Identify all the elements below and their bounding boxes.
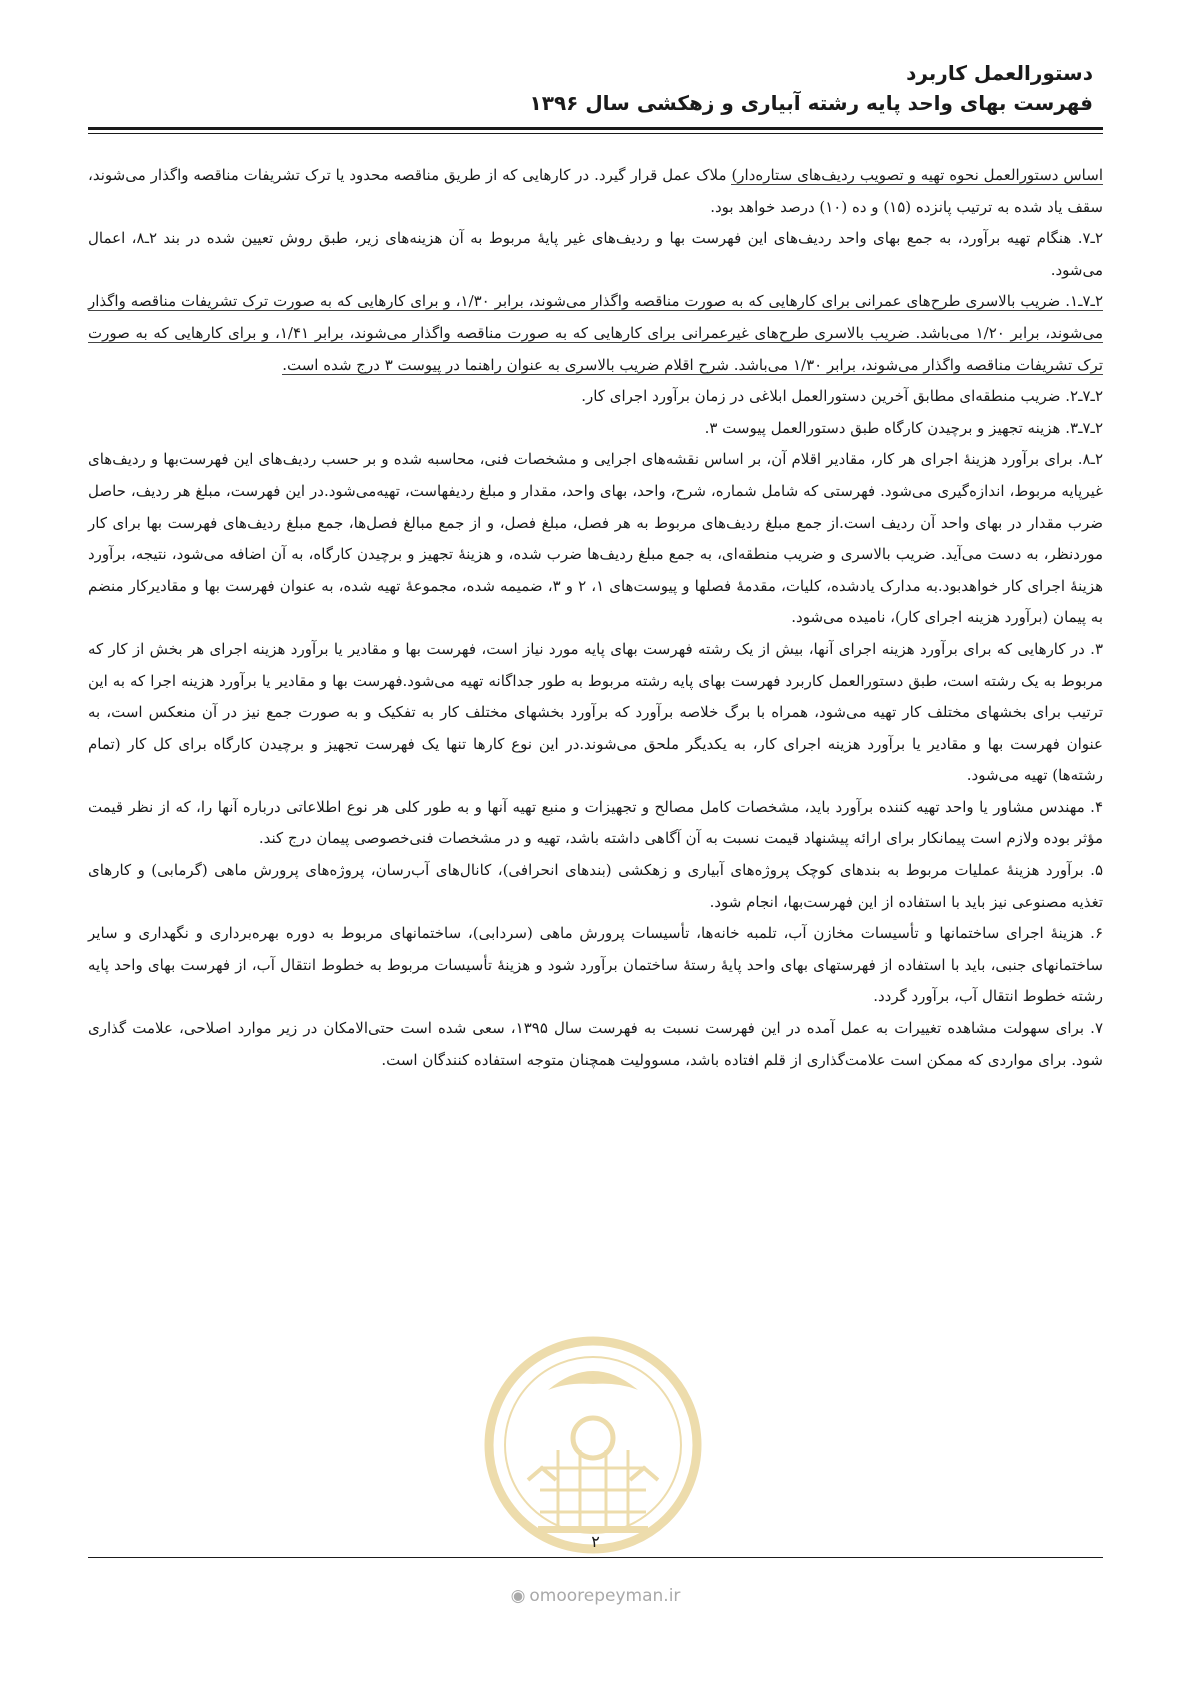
at-sign-icon: ◉	[510, 1586, 526, 1606]
paragraph: ۲ـ۷ـ۳. هزینه تجهیز و برچیدن کارگاه طبق دستورالعمل پیوست ۳.	[704, 418, 1103, 437]
header-title: دستورالعمل کاربرد	[906, 61, 1093, 85]
seal-stamp-image	[478, 1330, 708, 1560]
paragraph: ۶. هزینهٔ اجرای ساختمانها و تأسیسات مخازن آب، تلمبه خانه‌ها، تأسیسات پرورش ماهی (سردابی)، ساختمانهای مربوط به دوره بهره‌برداری و نگهداری و سایر ساختمانهای جنبی، باید با استفاده از فهرستهای بهای واحد پایهٔ رستهٔ ساختمان برآورد شود و هزینهٔ تأسیسات مربوط به خطوط انتقال آب، از فهرست بهای واحد پایه رشته خطوط انتقال آب، برآورد گردد.	[88, 924, 1103, 1006]
revised-text: اساس دستورالعمل نحوه تهیه و تصویب ردیف‌های ستاره‌دار)	[731, 166, 1103, 184]
paragraph: ۲ـ۷. هنگام تهیه برآورد، به جمع بهای واحد ردیف‌های این فهرست بها و ردیف‌های غیر پایهٔ مربوط به آن هزینه‌های زیر، طبق روش تعیین شده در بند ۲ـ۸، اعمال می‌شود.	[88, 229, 1103, 279]
header-rule-thick	[88, 127, 1103, 130]
header-subtitle: فهرست بهای واحد پایه رشته آبیاری و زهکشی سال ۱۳۹۶	[529, 91, 1093, 115]
paragraph: ۷. برای سهولت مشاهده تغییرات به عمل آمده در این فهرست نسبت به فهرست سال ۱۳۹۵، سعی شده است حتی‌الامکان در زیر موارد اصلاحی، علامت گذاری شود. برای مواردی که ممکن است علامت‌گذاری از قلم افتاده باشد، مسوولیت همچنان متوجه استفاده کنندگان است.	[88, 1019, 1103, 1069]
header-rule-thin	[88, 133, 1103, 134]
paragraph: ۲ـ۸. برای برآورد هزینهٔ اجرای هر کار، مقادیر اقلام آن، بر اساس نقشه‌های اجرایی و مشخصات فنی، محاسبه شده و بر حسب ردیف‌های این فهرست‌بها و ردیف‌های غیرپایه مربوط، اندازه‌گیری می‌شود. فهرستی که شامل شماره، شرح، واحد، بهای واحد، مقدار و مبلغ ردیفهاست، تهیه‌می‌شود.در این فهرست، مبلغ هر ردیف، حاصل ضرب مقدار در بهای واحد آن ردیف است.از جمع مبلغ ردیف‌های مربوط به هر فصل، مبلغ فصل، و از جمع مبالغ فصل‌ها، جمع مبلغ ردیف‌های فهرست بها برای کار موردنظر، به دست می‌آید. ضریب بالاسری و ضریب منطقه‌ای، به جمع مبلغ ردیف‌ها ضرب شده، و هزینهٔ تجهیز و برچیدن کارگاه، به آن اضافه می‌شود، نتیجه، برآورد هزینهٔ اجرای کار خواهدبود.به مدارک یادشده، کلیات، مقدمهٔ فصلها و پیوست‌های ۱، ۲ و ۳، ضمیمه شده، مجموعهٔ تهیه شده، به عنوان فهرست بها و مقادیرکار منضم به پیمان (برآورد هزینه اجرای کار)، نامیده می‌شود.	[88, 450, 1104, 627]
revised-text: ۲ـ۷ـ۱. ضریب بالاسری طرح‌های عمرانی برای کارهایی که به صورت مناقصه واگذار می‌شوند، برابر ۱/۳۰، و برای کارهایی که به صورت ترک تشریفات مناقصه واگذار می‌شوند، برابر ۱/۲۰ می‌باشد. ضریب بالاسری طرح‌های غیرعمرانی برای کارهایی که به صورت مناقصه واگذار می‌شوند، برابر ۱/۴۱، و برای کارهایی که به صورت ترک تشریفات مناقصه واگذار می‌شوند، برابر ۱/۳۰ می‌باشد. شرح اقلام ضریب بالاسری به عنوان راهنما در پیوست ۳ درج شده است.	[88, 292, 1103, 374]
paragraph: ۳. در کارهایی که برای برآورد هزینه اجرای آنها، بیش از یک رشته فهرست بهای پایه مورد نیاز است، فهرست بها و مقادیر یا برآورد هزینه اجرای هر بخش از کار که مربوط به یک رشته است، طبق دستورالعمل کاربرد فهرست بهای پایه رشته مربوط به طور جداگانه تهیه می‌شود.فهرست بها و مقادیر یا برآورد هزینه اجرا که به این ترتیب برای بخشهای مختلف کار تهیه می‌شود، همراه با برگ خلاصه برآورد که برآورد بخشهای مختلف کار به تفکیک و به صورت جمع نیز در آن منعکس است، به عنوان فهرست بها و مقادیر یا برآورد هزینه اجرای کار، به یکدیگر ملحق می‌شوند.در این نوع کارها تنها یک فهرست تجهیز و برچیدن کارگاه برای کل کار (تمام رشته‌ها) تهیه می‌شود.	[88, 639, 1103, 785]
footer-rule	[88, 1557, 1103, 1558]
paragraph: اساس دستورالعمل نحوه تهیه و تصویب ردیف‌های ستاره‌دار) ملاک عمل قرار گیرد. در کارهایی که از طریق مناقصه محدود یا ترک تشریفات مناقصه واگذار می‌شوند، سقف یاد شده به ترتیب پانزده (۱۵) و ده (۱۰) درصد خواهد بود.	[88, 166, 1103, 216]
page-header	[98, 58, 1093, 118]
paragraph: ۵. برآورد هزینهٔ عملیات مربوط به بندهای کوچک پروژه‌های آبیاری و زهکشی (بندهای انحرافی)، کانال‌های آب‌رسان، پروژه‌های پرورش ماهی (گرمابی) و کارهای تغذیه مصنوعی نیز باید با استفاده از این فهرست‌بها، انجام شود.	[88, 861, 1103, 911]
paragraph: ۲ـ۷ـ۲. ضریب منطقه‌ای مطابق آخرین دستورالعمل ابلاغی در زمان برآورد اجرای کار.	[581, 387, 1103, 406]
watermark	[0, 1585, 1191, 1607]
page-number: ۲	[591, 1532, 600, 1551]
watermark-url: omoorepeyman.ir	[529, 1586, 681, 1606]
paragraph	[88, 286, 1103, 381]
body-text	[88, 160, 1103, 1076]
paragraph: ۴. مهندس مشاور یا واحد تهیه کننده برآورد باید، مشخصات کامل مصالح و تجهیزات و منبع تهیه آنها و به طور کلی هر نوع اطلاعاتی درباره آنها را، که از نظر قیمت مؤثر بوده ولازم است پیمانکار برای ارائه پیشنهاد قیمت نسبت به آن آگاهی داشته باشد، تهیه و در مشخصات فنی‌خصوصی پیمان درج کند.	[88, 797, 1103, 848]
